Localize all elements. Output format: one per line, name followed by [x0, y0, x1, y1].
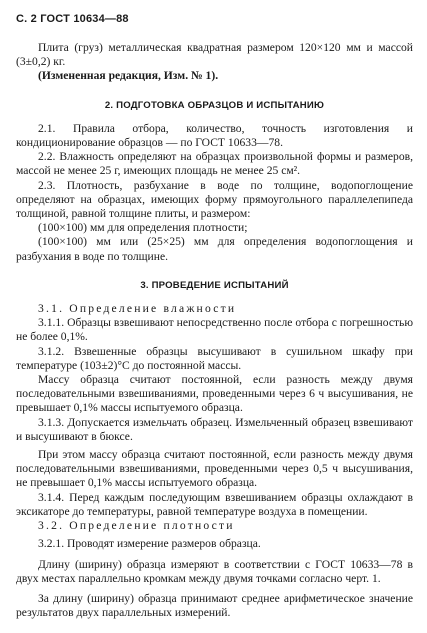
clause-3-1-3: 3.1.3. Допускается измельчать образец. Измельченный образец взвешивают и высушивают в бюксе.: [16, 415, 413, 443]
clause-2-3-size-absorption: (100×100) мм или (25×25) мм для определения водопоглощения и разбухания в воде по толщине.: [16, 235, 413, 263]
clause-3-1-3-mass-rule: При этом массу образца считают постоянной, если разность между двумя последовательными взвешиваниями, проведенными через 0,5 ч высушивания, не превышает 0,1% массы испытуемого образца.: [16, 448, 413, 490]
clause-3-2-1-average: За длину (ширину) образца принимают среднее арифметическое значение результатов двух параллельных измерений.: [16, 591, 413, 620]
clause-3-2-1: 3.2.1. Проводят измерение размеров образца.: [38, 537, 261, 551]
clause-3-1-2: 3.1.2. Взвешенные образцы высушивают в сушильном шкафу при температуре (103±2)°С до постоянной массы.: [16, 344, 413, 372]
clause-3-1-4: 3.1.4. Перед каждым последующим взвешиванием образцы охлаждают в эксикаторе до температуры, равной температуре воздуха в помещении.: [16, 490, 413, 518]
intro-paragraph: Плита (груз) металлическая квадратная размером 120×120 мм и массой (3±0,2) кг.: [16, 41, 413, 69]
clause-2-2: 2.2. Влажность определяют на образцах произвольной формы и размеров, массой не менее 25 г, имеющих площадь не менее 25 см².: [16, 150, 413, 178]
clause-2-3: 2.3. Плотность, разбухание в воде по толщине, водопоглощение определяют на образцах, имеющих форму прямоугольного параллелепипеда толщиной, равной толщине плиты, и размером:: [16, 178, 413, 221]
clause-2-3-size-density: (100×100) мм для определения плотности;: [38, 221, 248, 235]
amendment-note: (Измененная редакция, Изм. № 1).: [38, 69, 219, 83]
section-3-heading: 3. ПРОВЕДЕНИЕ ИСПЫТАНИЙ: [140, 279, 289, 291]
running-head: С. 2 ГОСТ 10634—88: [16, 13, 129, 25]
page-body: [16, 41, 413, 620]
clause-3-1-1: 3.1.1. Образцы взвешивают непосредственно после отбора с погрешностью не более 0,1%.: [16, 316, 413, 344]
subsection-3-2-heading: 3.2. Определение плотности: [38, 519, 235, 533]
clause-3-2-1-length: Длину (ширину) образца измеряют в соответствии с ГОСТ 10633—78 в двух местах параллельно кромкам между двумя точками согласно черт. 1.: [16, 557, 413, 585]
section-2-heading: 2. ПОДГОТОВКА ОБРАЗЦОВ И ИСПЫТАНИЮ: [104, 99, 325, 111]
subsection-3-1-heading: 3.1. Определение влажности: [38, 302, 237, 316]
clause-3-1-2-mass-rule: Массу образца считают постоянной, если разность между двумя последовательными взвешиваниями, проведенными через 6 ч высушивания, не превышает 0,1% массы испытуемого образца.: [16, 373, 413, 415]
clause-2-1: 2.1. Правила отбора, количество, точность изготовления и кондиционирование образцов — по ГОСТ 10633—78.: [16, 121, 413, 150]
